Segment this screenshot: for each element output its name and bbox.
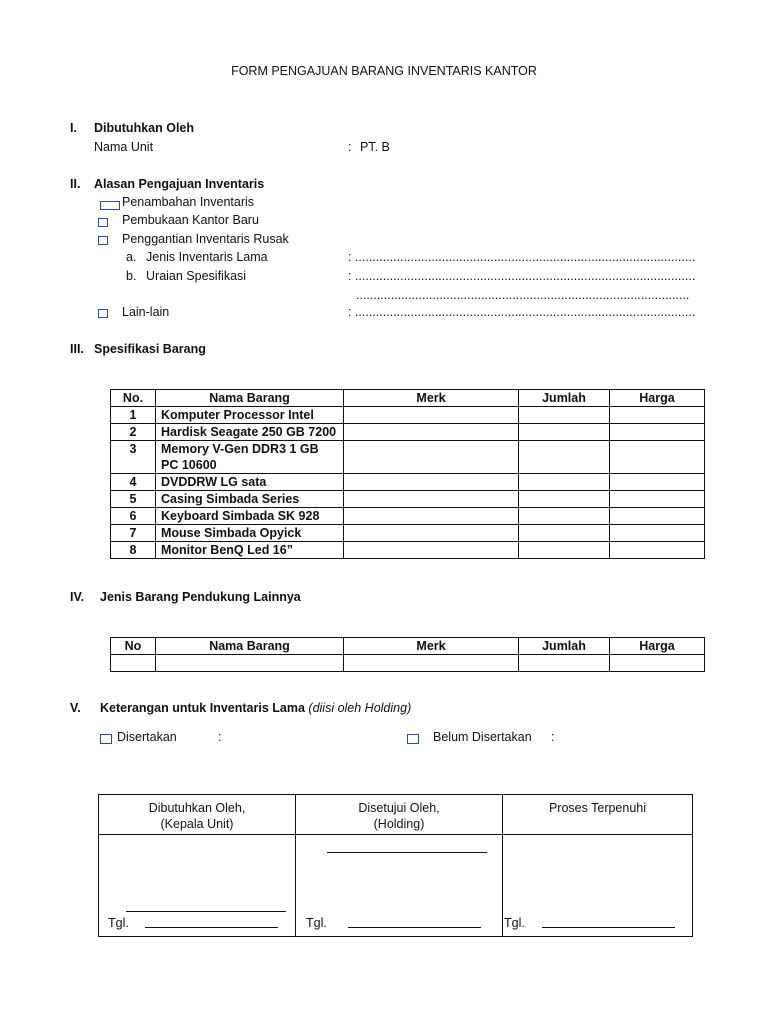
row-merk[interactable]: [344, 525, 519, 542]
sub-a-fill[interactable]: : ..................................................................................................: [348, 250, 696, 264]
row-no: 7: [111, 525, 156, 542]
row-jumlah[interactable]: [519, 441, 610, 474]
checkbox-penambahan[interactable]: [100, 201, 120, 210]
row-harga[interactable]: [610, 508, 705, 525]
row-name[interactable]: [156, 655, 344, 672]
row-merk[interactable]: [344, 474, 519, 491]
row-merk[interactable]: [344, 508, 519, 525]
option-belum-disertakan: Belum Disertakan: [433, 730, 532, 744]
table-row: [111, 424, 705, 441]
table-row: [111, 525, 705, 542]
row-jumlah[interactable]: [519, 525, 610, 542]
nama-unit-separator: :: [348, 140, 352, 154]
table-row: [111, 407, 705, 424]
row-harga[interactable]: [610, 525, 705, 542]
header-merk: Merk: [344, 638, 519, 655]
checkbox-lain-lain[interactable]: [98, 309, 108, 318]
table-row: [111, 542, 705, 559]
lain-lain-fill[interactable]: : ..................................................................................................: [348, 305, 696, 319]
row-name: Monitor BenQ Led 16”: [156, 542, 344, 559]
row-merk[interactable]: [344, 407, 519, 424]
row-no: 1: [111, 407, 156, 424]
header-harga: Harga: [610, 638, 705, 655]
checkbox-belum-disertakan[interactable]: [407, 734, 419, 744]
signature-table: [98, 794, 693, 937]
row-harga[interactable]: [610, 655, 705, 672]
option-penggantian: Penggantian Inventaris Rusak: [122, 232, 289, 246]
row-jumlah[interactable]: [519, 542, 610, 559]
row-no: 2: [111, 424, 156, 441]
checkbox-penggantian[interactable]: [98, 236, 108, 245]
header-jumlah: Jumlah: [519, 638, 610, 655]
header-nama-barang: Nama Barang: [156, 638, 344, 655]
tgl-label-2: Tgl.: [306, 916, 327, 930]
row-jumlah[interactable]: [519, 474, 610, 491]
holding-title: Disetujui Oleh,: [358, 801, 440, 815]
header-harga: Harga: [610, 390, 705, 407]
sub-a-label: Jenis Inventaris Lama: [146, 250, 268, 264]
section-1-number: I.: [70, 121, 77, 135]
row-harga[interactable]: [610, 542, 705, 559]
kepala-unit-subtitle: (Kepala Unit): [160, 817, 234, 831]
nama-unit-value: PT. B: [360, 140, 390, 154]
tgl-label-3: Tgl.: [504, 916, 525, 930]
header-jumlah: Jumlah: [519, 390, 610, 407]
header-merk: Merk: [344, 390, 519, 407]
row-name: Memory V-Gen DDR3 1 GB PC 10600: [156, 441, 344, 474]
row-name: Komputer Processor Intel: [156, 407, 344, 424]
header-no: No: [111, 638, 156, 655]
row-name: Casing Simbada Series: [156, 491, 344, 508]
row-jumlah[interactable]: [519, 655, 610, 672]
kepala-unit-title: Dibutuhkan Oleh,: [148, 801, 246, 815]
sub-b-label: Uraian Spesifikasi: [146, 269, 247, 283]
section-2-number: II.: [70, 177, 81, 191]
row-name: DVDDRW LG sata: [156, 474, 344, 491]
row-no: 5: [111, 491, 156, 508]
row-name: Hardisk Seagate 250 GB 7200: [156, 424, 344, 441]
table-row: [111, 491, 705, 508]
header-no: No.: [111, 390, 156, 407]
table-header-row: [111, 638, 705, 655]
option-penambahan: Penambahan Inventaris: [122, 195, 255, 209]
sub-a-letter: a.: [126, 250, 137, 264]
holding-subtitle: (Holding): [373, 817, 425, 831]
table-row: [111, 655, 705, 672]
row-jumlah[interactable]: [519, 508, 610, 525]
checkbox-disertakan[interactable]: [100, 734, 112, 744]
pendukung-table: [110, 637, 705, 672]
row-merk[interactable]: [344, 424, 519, 441]
section-2-heading: Alasan Pengajuan Inventaris: [94, 177, 265, 191]
row-merk[interactable]: [344, 491, 519, 508]
nama-unit-label: Nama Unit: [94, 140, 154, 154]
option-lain-lain: Lain-lain: [122, 305, 170, 319]
row-merk[interactable]: [344, 655, 519, 672]
option-disertakan: Disertakan: [117, 730, 177, 744]
tgl-line-3: [542, 927, 675, 928]
section-5-number: V.: [70, 701, 81, 715]
signature-area-proses[interactable]: [503, 835, 693, 937]
row-jumlah[interactable]: [519, 407, 610, 424]
row-jumlah[interactable]: [519, 491, 610, 508]
row-no: 4: [111, 474, 156, 491]
row-no: 3: [111, 441, 156, 474]
section-5-heading-wrap: [100, 701, 411, 715]
table-header-row: [111, 390, 705, 407]
signature-col-proses: [503, 795, 693, 835]
section-4-number: IV.: [70, 590, 85, 604]
header-nama-barang: Nama Barang: [156, 390, 344, 407]
holding-signature-line: [327, 852, 487, 853]
row-merk[interactable]: [344, 542, 519, 559]
signature-col-holding: [296, 795, 503, 835]
signature-header-row: [99, 795, 693, 835]
checkbox-pembukaan[interactable]: [98, 218, 108, 227]
row-harga[interactable]: [610, 491, 705, 508]
section-4-heading: Jenis Barang Pendukung Lainnya: [100, 590, 301, 604]
disertakan-separator: :: [218, 730, 222, 744]
row-no: 8: [111, 542, 156, 559]
row-jumlah[interactable]: [519, 424, 610, 441]
section-5-heading: Keterangan untuk Inventaris Lama: [100, 701, 305, 715]
section-3-heading: Spesifikasi Barang: [94, 342, 206, 356]
section-3-number: III.: [70, 342, 84, 356]
table-row: [111, 508, 705, 525]
table-row: [111, 441, 705, 474]
signature-body-row: [99, 835, 693, 937]
option-pembukaan: Pembukaan Kantor Baru: [122, 213, 259, 227]
row-no[interactable]: [111, 655, 156, 672]
row-harga[interactable]: [610, 441, 705, 474]
tgl-label-1: Tgl.: [108, 916, 129, 930]
kepala-unit-signature-line: [126, 911, 286, 912]
sub-b-letter: b.: [126, 269, 137, 283]
table-row: [111, 474, 705, 491]
row-harga[interactable]: [610, 424, 705, 441]
section-1-heading: Dibutuhkan Oleh: [94, 121, 194, 135]
row-harga[interactable]: [610, 474, 705, 491]
proses-title: Proses Terpenuhi: [548, 801, 647, 815]
row-merk[interactable]: [344, 441, 519, 474]
section-5-heading-note: (diisi oleh Holding): [308, 701, 412, 715]
sub-b-fill-continued[interactable]: ................................................................................................: [356, 288, 690, 302]
belum-disertakan-separator: :: [551, 730, 555, 744]
form-title: FORM PENGAJUAN BARANG INVENTARIS KANTOR: [231, 64, 537, 78]
row-name: Keyboard Simbada SK 928: [156, 508, 344, 525]
row-harga[interactable]: [610, 407, 705, 424]
spesifikasi-table: [110, 389, 705, 559]
sub-b-fill[interactable]: : ..................................................................................................: [348, 269, 696, 283]
signature-col-kepala-unit: [99, 795, 296, 835]
row-name: Mouse Simbada Opyick: [156, 525, 344, 542]
tgl-line-2: [348, 927, 481, 928]
row-no: 6: [111, 508, 156, 525]
tgl-line-1: [145, 927, 278, 928]
